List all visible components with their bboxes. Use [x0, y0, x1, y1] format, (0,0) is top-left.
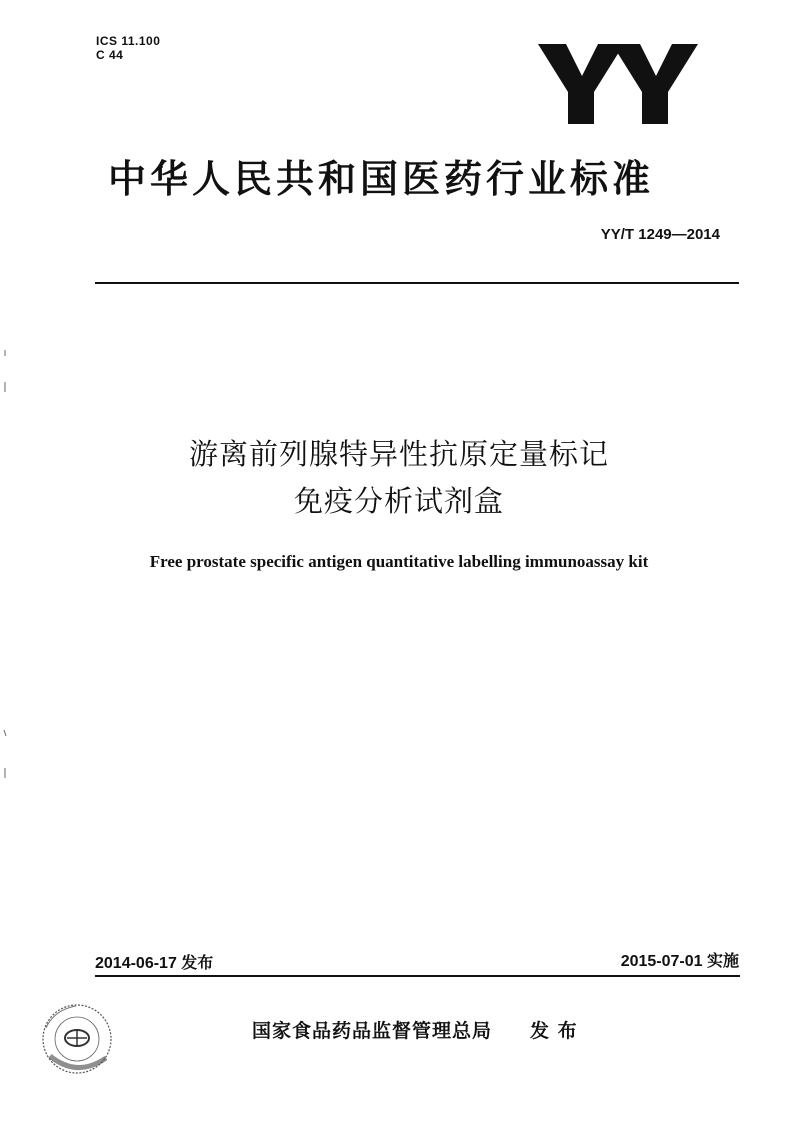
issuer-name: 国家食品药品监督管理总局: [252, 1020, 493, 1042]
stamp-seal-icon: [36, 998, 118, 1080]
ccs-code: C 44: [96, 48, 124, 62]
issuer-line: [252, 1016, 578, 1043]
classification-codes: [96, 34, 160, 62]
yy-logo: [538, 28, 698, 128]
organization-title: 中华人民共和国医药行业标准: [108, 157, 655, 201]
top-divider: [95, 282, 739, 284]
english-title: Free prostate specific antigen quantitative labelling immunoassay kit: [149, 552, 649, 571]
standard-number: YY/T 1249—2014: [600, 226, 720, 243]
scan-margin-marks: [2, 350, 8, 790]
chinese-title-line-1: 游离前列腺特异性抗原定量标记: [188, 437, 609, 471]
implement-date: 2015-07-01 实施: [620, 953, 739, 970]
bottom-divider: [95, 975, 740, 977]
publish-date: 2014-06-17 发布: [95, 955, 214, 972]
chinese-title-line-2: 免疫分析试剂盒: [293, 484, 504, 518]
ics-code: ICS 11.100: [96, 34, 161, 48]
issuer-action: 发 布: [530, 1020, 578, 1042]
